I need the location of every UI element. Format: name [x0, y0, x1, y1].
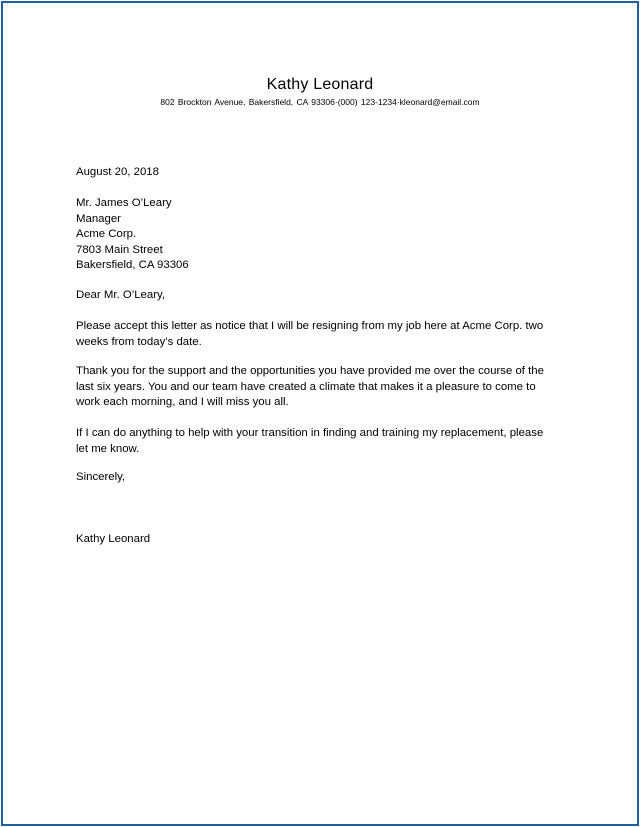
- recipient-name: Mr. James O’Leary: [76, 197, 172, 209]
- recipient-city-state-zip: Bakersfield, CA 93306: [76, 259, 189, 271]
- paragraph-line: If I can do anything to help with your transition in finding and training my replacement, please: [76, 427, 544, 439]
- paragraph-line: Please accept this letter as notice that I will be resigning from my job here at Acme Corp. two: [76, 320, 544, 332]
- recipient-street: 7803 Main Street: [76, 243, 163, 256]
- recipient-company: Acme Corp.: [76, 228, 137, 240]
- paragraph-line: weeks from today’s date.: [76, 335, 202, 348]
- page-border: [1, 1, 639, 826]
- paragraph-line: Thank you for the support and the opportunities you have provided me over the course of the: [76, 365, 544, 377]
- body-paragraph-3: [76, 426, 566, 457]
- body-paragraph-2: [76, 364, 566, 411]
- sender-contact-line: 802 Brockton Avenue, Bakersfield, CA 93306·(000) 123-1234·kleonard@email.com: [160, 97, 480, 107]
- body-paragraph-1: [76, 319, 566, 350]
- sender-name: Kathy Leonard: [266, 76, 374, 93]
- letter-date: August 20, 2018: [76, 166, 159, 178]
- signature-name: Kathy Leonard: [76, 533, 151, 545]
- closing: Sincerely,: [76, 471, 126, 483]
- paragraph-line: last six years. You and our team have created a climate that makes it a pleasure to come to: [76, 380, 536, 393]
- paragraph-line: work each morning, and I will miss you all.: [76, 396, 289, 408]
- paragraph-line: let me know.: [76, 442, 140, 455]
- recipient-title: Manager: [76, 212, 121, 225]
- recipient-address-block: [76, 196, 566, 274]
- salutation: Dear Mr. O’Leary,: [76, 289, 166, 301]
